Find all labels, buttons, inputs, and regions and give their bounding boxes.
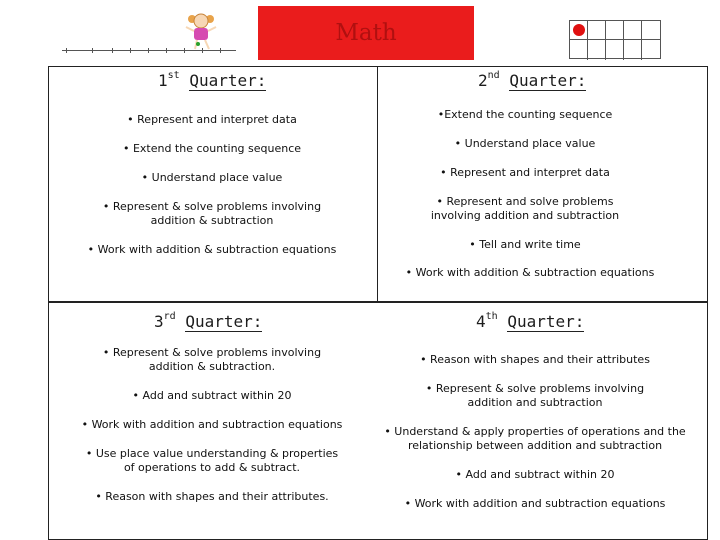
q2-heading: 2nd Quarter: xyxy=(478,70,587,90)
number-line-tick xyxy=(148,48,149,53)
q3-item: • Work with addition and subtraction equations xyxy=(81,418,343,431)
q1-item: • Extend the counting sequence xyxy=(122,142,302,155)
q2-item: • Represent and solve problems involving addition and subtraction xyxy=(430,195,620,222)
q2-item: • Represent and interpret data xyxy=(440,166,610,179)
girl-clipart-icon xyxy=(182,10,222,52)
number-line-tick xyxy=(66,48,67,53)
q1-item: • Represent & solve problems involving addition & subtraction xyxy=(102,200,322,227)
q4-item: • Understand & apply properties of operations and the relationship between addition and subtraction xyxy=(384,425,686,452)
q2-item: • Understand place value xyxy=(454,137,596,150)
number-line-tick xyxy=(130,48,131,53)
q2-item: • Work with addition & subtraction equations xyxy=(405,266,655,279)
q4-item: • Reason with shapes and their attributes xyxy=(420,353,650,366)
number-line-tick xyxy=(112,48,113,53)
q1-item: • Understand place value xyxy=(141,171,283,184)
q4-item: • Add and subtract within 20 xyxy=(455,468,615,481)
q1-item: • Represent and interpret data xyxy=(127,113,297,126)
q3-item: • Use place value understanding & properties of operations to add & subtract. xyxy=(85,447,339,474)
q3-item: • Reason with shapes and their attributes. xyxy=(95,490,329,503)
ten-frame-icon xyxy=(569,20,661,60)
q4-item: • Work with addition and subtraction equations xyxy=(404,497,666,510)
row-divider xyxy=(48,301,708,303)
q3-heading: 3rd Quarter: xyxy=(154,311,263,331)
q1-heading: 1st Quarter: xyxy=(158,70,267,90)
title-banner xyxy=(258,6,474,60)
q1-item: • Work with addition & subtraction equations xyxy=(87,243,337,256)
q3-item: • Add and subtract within 20 xyxy=(132,389,292,402)
q2-item: •Extend the counting sequence xyxy=(437,108,613,121)
q4-item: • Represent & solve problems involving addition and subtraction xyxy=(425,382,645,409)
number-line-tick xyxy=(166,48,167,53)
page-title: Math xyxy=(335,20,397,46)
q2-item: • Tell and write time xyxy=(469,238,581,251)
number-line-tick xyxy=(92,48,93,53)
q4-heading: 4th Quarter: xyxy=(476,311,585,331)
q3-item: • Represent & solve problems involving addition & subtraction. xyxy=(102,346,322,373)
